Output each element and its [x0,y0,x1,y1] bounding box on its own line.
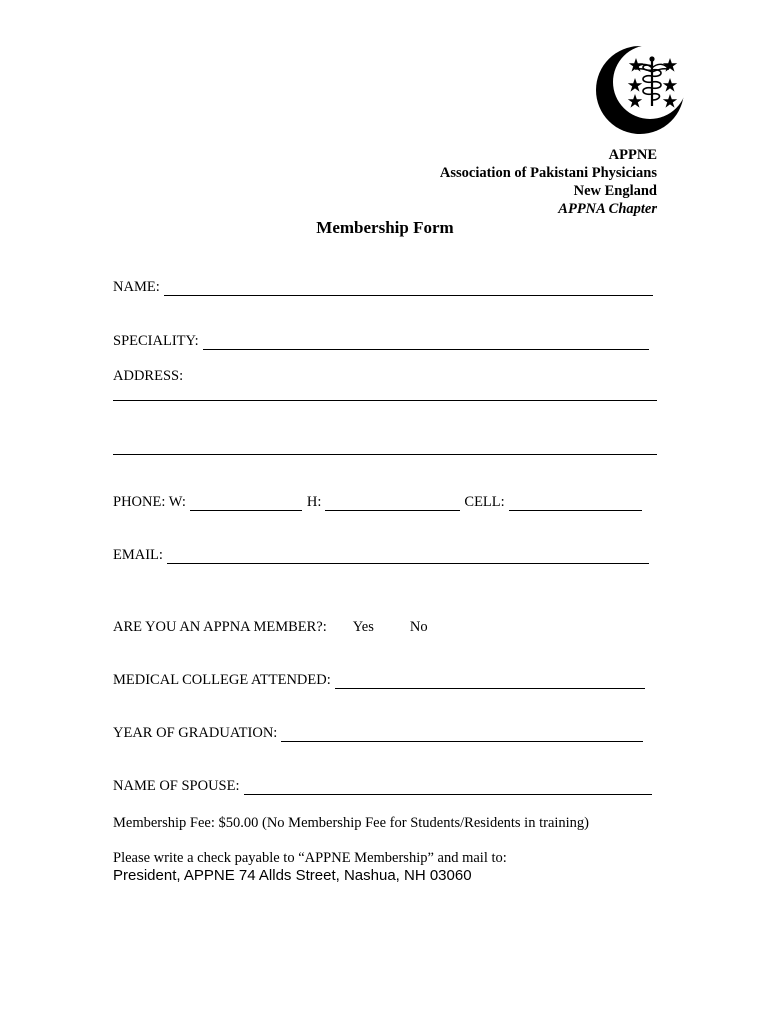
appna-member-question [113,618,428,636]
mailing-instructions: Please write a check payable to “APPNE Membership” and mail to: [113,850,507,866]
medical-college-field[interactable] [113,671,645,689]
medical-college-label: MEDICAL COLLEGE ATTENDED: [113,672,331,688]
org-full-name: Association of Pakistani Physicians [439,165,657,181]
page-title: Membership Form [316,218,454,237]
membership-fee-note: Membership Fee: $50.00 (No Membership Fee for Students/Residents in training) [113,815,590,831]
phone-cell-blank[interactable] [509,496,642,511]
medical-college-blank[interactable] [335,674,645,689]
spouse-name-blank[interactable] [244,780,652,795]
crescent-caduceus-stars-icon [592,42,688,138]
graduation-year-field[interactable] [113,724,643,742]
no-option[interactable]: No [409,619,428,635]
spouse-name-field[interactable] [113,777,652,795]
appna-member-label: ARE YOU AN APPNA MEMBER?: [113,619,327,635]
address-line-1[interactable] [113,400,657,401]
name-label: NAME: [113,279,160,295]
org-region: New England [573,183,657,199]
phone-field [113,493,642,511]
address-line-2[interactable] [113,454,657,455]
graduation-year-label: YEAR OF GRADUATION: [113,725,278,741]
phone-work-label: PHONE: W: [113,494,186,510]
organization-header [440,146,657,218]
email-field[interactable] [113,546,649,564]
name-field[interactable] [113,278,653,296]
yes-option[interactable]: Yes [352,619,374,635]
phone-cell-label: CELL: [464,494,505,510]
name-blank[interactable] [164,281,653,296]
address-field [113,367,183,385]
graduation-year-blank[interactable] [281,727,643,742]
phone-home-blank[interactable] [325,496,460,511]
email-blank[interactable] [167,549,649,564]
phone-work-blank[interactable] [190,496,302,511]
speciality-blank[interactable] [203,335,649,350]
mailing-address: President, APPNE 74 Allds Street, Nashua, NH 03060 [113,867,472,884]
address-label: ADDRESS: [113,368,184,384]
org-abbreviation: APPNE [608,147,657,163]
email-label: EMAIL: [113,547,163,563]
speciality-field[interactable] [113,332,649,350]
speciality-label: SPECIALITY: [113,333,199,349]
phone-home-label: H: [306,494,322,510]
spouse-name-label: NAME OF SPOUSE: [113,778,240,794]
org-chapter: APPNA Chapter [558,201,657,217]
